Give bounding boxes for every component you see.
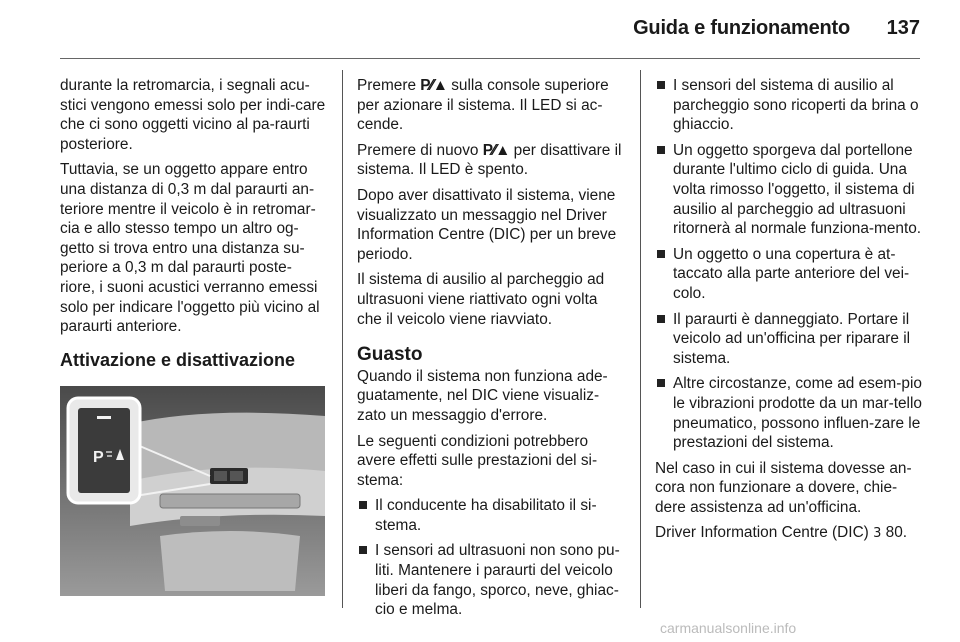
overhead-console-figure: [60, 386, 325, 596]
overhead-console-illustration: [60, 386, 325, 596]
square-bullet-icon: [657, 250, 665, 258]
cross-reference[interactable]: Driver Information Centre (DIC) 3 80.: [655, 524, 908, 542]
paragraph: Premere P⁄⁄▲ sulla console superiore per azionare il sistema. Il LED si ac-cende.: [357, 77, 609, 134]
section-heading: Attivazione e disattivazione: [60, 349, 296, 370]
paragraph: Le seguenti condizioni potrebbero avere effetti sulle prestazioni del si-stema:: [357, 432, 598, 489]
column-3: [655, 76, 923, 550]
arrow-ref-icon: 3: [873, 526, 882, 542]
paragraph: Premere di nuovo P⁄⁄▲ per disattivare il sistema. Il LED è spento.: [357, 141, 622, 179]
section-heading: Guasto: [357, 344, 423, 366]
paragraph: Nel caso in cui il sistema dovesse an-cora non funzionare a dovere, chie-dere assistenza ad un'officina.: [655, 459, 912, 516]
list-item: I sensori del sistema di ausilio al parcheggio sono ricoperti da brina o ghiaccio.: [655, 76, 923, 135]
column-1: [60, 76, 326, 596]
square-bullet-icon: [359, 501, 367, 509]
park-assist-icon: P⁄⁄▲: [482, 141, 510, 159]
list-item: Il conducente ha disabilitato il si-stema.: [357, 496, 625, 535]
square-bullet-icon: [657, 146, 665, 154]
bullet-list: [357, 496, 625, 620]
column-2: [357, 76, 625, 626]
column-divider-2: [640, 70, 641, 608]
page-header-title: Guida e funzionamento: [633, 17, 850, 39]
square-bullet-icon: [657, 315, 665, 323]
watermark: carmanualsonline.info: [660, 620, 797, 636]
square-bullet-icon: [359, 546, 367, 554]
page-number: 137: [886, 17, 920, 39]
park-assist-icon: P⁄⁄▲: [420, 77, 447, 94]
list-item: Un oggetto o una copertura è at-taccato alla parte anteriore del vei-colo.: [655, 245, 923, 304]
paragraph: Quando il sistema non funziona ade-guatamente, nel DIC viene visualiz-zato un messaggio d'errore.: [357, 367, 608, 424]
list-item: Il paraurti è danneggiato. Portare il veicolo ad un'officina per riparare il sistema.: [655, 310, 923, 369]
square-bullet-icon: [657, 81, 665, 89]
paragraph: durante la retromarcia, i segnali acu-stici vengono emessi solo per indi-care che ci sono oggetti vicino al pa-raurti posteriore.: [60, 77, 326, 153]
inset-park-label: P: [93, 449, 104, 467]
paragraph: Tuttavia, se un oggetto appare entro una distanza di 0,3 m dal paraurti an-teriore mentre il veicolo è in retromar-cia e allo stesso tempo un altro og-getto si trova entro una distanza su-periore a 0,3 m dal paraurti poste-riore, i suoni acustici verranno emessi solo per indicare l'oggetto più vicino al paraurti anteriore.: [60, 161, 320, 336]
paragraph: Il sistema di ausilio al parcheggio ad ultrasuoni viene riattivato ogni volta che il veicolo viene riavviato.: [357, 271, 605, 328]
list-item: Altre circostanze, come ad esem-pio le vibrazioni prodotte da un mar-tello pneumatico, possono influen-zare le prestazioni del sistema.: [655, 374, 923, 452]
paragraph: Dopo aver disattivato il sistema, viene visualizzato un messaggio nel Driver Information Centre (DIC) per un breve periodo.: [357, 186, 617, 263]
header-rule: [60, 58, 920, 59]
square-bullet-icon: [657, 379, 665, 387]
list-item: Un oggetto sporgeva dal portellone durante l'ultimo ciclo di guida. Una volta rimosso l'oggetto, il sistema di ausilio al parcheggio ad ultrasuoni ritornerà al normale funziona-mento.: [655, 141, 923, 239]
list-item: I sensori ad ultrasuoni non sono pu-liti. Mantenere i paraurti del veicolo liberi da fango, sporco, neve, ghiac-cio e melma.: [357, 541, 625, 619]
column-divider-1: [342, 70, 343, 608]
bullet-list: [655, 76, 923, 453]
